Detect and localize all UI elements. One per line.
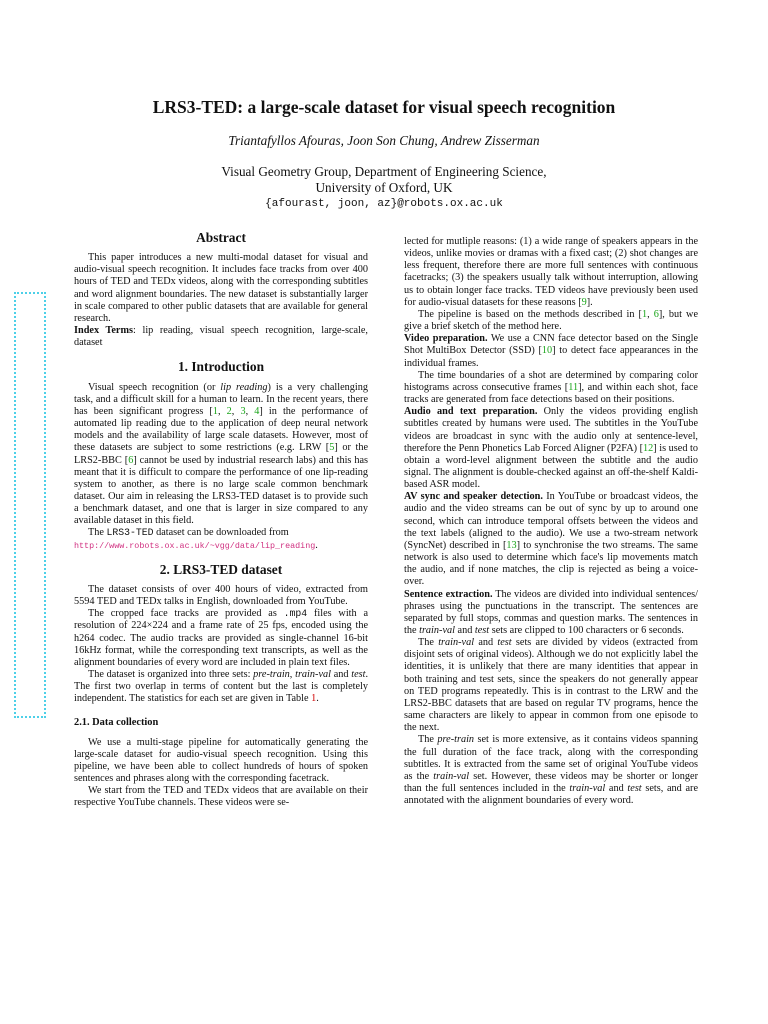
text-run: , bbox=[245, 405, 255, 417]
dataset-paragraph-3 bbox=[74, 669, 368, 705]
text-run: ]. bbox=[586, 296, 593, 308]
text-run-italic: lip reading bbox=[220, 381, 268, 393]
citation-link[interactable]: 1 bbox=[641, 308, 648, 320]
train-test-split-paragraph bbox=[404, 637, 698, 734]
index-terms-text: : lip reading, visual speech recognition, large-scale, dataset bbox=[74, 325, 368, 349]
shot-boundaries-paragraph bbox=[404, 370, 698, 406]
dataset-paragraph-2 bbox=[74, 608, 368, 669]
text-run: files with a resolution of 224×224 and a frame rate of 25 fps, encoded using the h264 codec. The audio tracks are provided as single-channel 16-bit 16kHz format, while the corresponding text transcripts, as well as the alignment boundaries of every word are included in plain text files. bbox=[74, 608, 368, 668]
text-run: and bbox=[605, 783, 628, 795]
text-run: , bbox=[217, 405, 227, 417]
abstract-text: This paper introduces a new multi-modal dataset for visual and audio-visual speech recognition. It includes face tracks from over 400 hours of TED and TEDx videos, along with the corresponding subtitles and word alignment boundaries. The new dataset is substantially larger in scale compared to other public datasets that are available for general research. bbox=[74, 252, 368, 324]
text-run-italic: test bbox=[474, 625, 490, 636]
text-run: ], and within each shot, face tracks are generated from face detections based on their positions. bbox=[404, 381, 698, 406]
text-run: . The first two overlap in terms of content but the last is completely independent. The statistics for each set are given in Table bbox=[74, 669, 369, 705]
run-in-heading: Sentence extraction. bbox=[404, 588, 493, 600]
text-run: ] or the LRS2-BBC [ bbox=[74, 442, 368, 466]
right-column bbox=[404, 236, 698, 807]
text-run-italic: test bbox=[351, 669, 366, 680]
text-run: set. However, these videos may be shorter or longer than the full sentences included in the bbox=[404, 770, 699, 795]
section-heading-dataset: 2. LRS3-TED dataset bbox=[159, 561, 283, 577]
citation-link[interactable]: 10 bbox=[541, 345, 553, 357]
text-run: ] to synchronise the two streams. The same network is also used to determine which face's lip movements match the audio, and if none matches, the clip is rejected as being a voice-over. bbox=[404, 539, 698, 588]
text-run: ] cannot be used by industrial research labs) and this has meant that it is difficult to compare the performance of one lip-reading system to another, as there is no large scale common benchmark dataset. Our aim in releasing the LRS3-TED dataset is to provide such a benchmark dataset, and one that is larger in size compared to any available dataset in this field. bbox=[74, 454, 368, 527]
text-run: The dataset is organized into three sets: bbox=[88, 669, 254, 680]
citation-link[interactable]: 5 bbox=[329, 442, 335, 454]
text-run: The time boundaries of a shot are determined by comparing color histograms across consecutive frames [ bbox=[404, 369, 698, 393]
section-heading-introduction: 1. Introduction bbox=[177, 359, 265, 375]
text-run: . bbox=[316, 693, 319, 705]
run-in-heading: AV sync and speaker detection. bbox=[404, 491, 543, 503]
affiliation-line-1: Visual Geometry Group, Department of Engineering Science, bbox=[221, 164, 547, 179]
dataset-paragraph-1: The dataset consists of over 400 hours of video, extracted from 5594 TED and TEDx talks in English, downloaded from YouTube. bbox=[74, 583, 368, 608]
text-run: and bbox=[330, 669, 352, 680]
index-terms-label: Index Terms bbox=[74, 325, 134, 337]
text-run-italic: test bbox=[497, 637, 512, 649]
run-in-heading: Audio and text preparation. bbox=[404, 406, 538, 418]
text-run: , bbox=[647, 308, 654, 320]
text-run: The bbox=[418, 637, 439, 649]
citation-link[interactable]: 13 bbox=[506, 539, 517, 551]
intro-paragraph-1 bbox=[74, 382, 368, 528]
text-run-italic: pre-train bbox=[437, 734, 475, 746]
text-run: Only the videos providing english subtitles created by humans were used. The subtitles in the YouTube videos are broadcast in sync with the audio only at sentence-level, therefore the Penn Phonetics Lab Forced Aligner (P2FA) [ bbox=[404, 406, 698, 454]
citation-link[interactable]: 3 bbox=[240, 405, 246, 417]
left-column bbox=[74, 232, 368, 810]
citation-link[interactable]: 9 bbox=[581, 296, 587, 308]
text-run-italic: train-val bbox=[433, 770, 470, 782]
text-run: Visual speech recognition (or bbox=[88, 381, 221, 393]
text-run: We use a CNN face detector based on the Single Shot MultiBox Detector (SSD) [ bbox=[404, 333, 698, 357]
av-sync-paragraph bbox=[404, 491, 698, 588]
text-run: and bbox=[474, 637, 498, 649]
sentence-extraction-paragraph bbox=[404, 589, 698, 638]
text-run-italic: train-val bbox=[569, 783, 606, 795]
collection-paragraph-2-continued bbox=[404, 236, 698, 309]
text-run: . bbox=[315, 539, 318, 551]
text-run-italic: pre-train bbox=[253, 669, 290, 680]
audio-text-preparation-paragraph bbox=[404, 406, 698, 491]
text-run: sets, and are annotated with the alignment boundaries of every word. bbox=[404, 783, 698, 807]
text-run: ] to detect face appearances in the individual frames. bbox=[404, 345, 698, 369]
text-run: The bbox=[88, 527, 107, 539]
citation-link[interactable]: 11 bbox=[568, 381, 579, 393]
text-run: dataset can be downloaded from bbox=[153, 527, 289, 539]
text-run: set is more extensive, as it contains videos spanning the full duration of the face track, along with the corresponding subtitles. It is extracted from the same set of original YouTube videos as the bbox=[404, 734, 698, 782]
text-run: ) is a very challenging task, and a difficult skill for a human to learn. In the recent years, there has been significant progress [ bbox=[74, 381, 368, 417]
dataset-url-link[interactable]: http://www.robots.ox.ac.uk/~vgg/data/lip_reading bbox=[74, 540, 316, 551]
author-list: Triantafyllos Afouras, Joon Son Chung, Andrew Zisserman bbox=[228, 133, 540, 148]
run-in-heading: Video preparation. bbox=[404, 333, 488, 345]
author-email: {afourast, joon, az}@robots.ox.ac.uk bbox=[265, 198, 503, 210]
citation-link[interactable]: 12 bbox=[643, 442, 654, 454]
pipeline-paragraph bbox=[404, 309, 698, 333]
text-run: The videos are divided into individual sentences/ phrases using the punctuations in the transcript. The sentences are separated by full stops, commas and question marks. The sentences in the bbox=[404, 588, 698, 636]
text-run: The pipeline is based on the methods described in [ bbox=[418, 308, 642, 320]
affiliation bbox=[0, 164, 768, 196]
citation-link[interactable]: 6 bbox=[653, 308, 659, 320]
text-run: ], but we give a brief sketch of the method here. bbox=[404, 308, 698, 333]
intro-paragraph-2 bbox=[74, 527, 368, 551]
text-run: The bbox=[418, 734, 438, 746]
collection-paragraph-1: We use a multi-stage pipeline for automatically generating the large-scale dataset for audio-visual speech recognition. Using this pipeline, we have been able to collect hundreds of hours of spoken sentences and phrases along with the corresponding facetrack. bbox=[74, 736, 368, 785]
video-preparation-paragraph bbox=[404, 333, 698, 369]
text-run: ] in the performance of automated lip reading due to the application of deep neural network models and the availability of large scale datasets. However, most of these datasets are subject to some restrictions (e.g. LRW [ bbox=[74, 405, 369, 454]
text-run-italic: train-val bbox=[419, 625, 455, 636]
text-run-italic: train-val bbox=[295, 669, 331, 680]
text-run: sets are clipped to 100 characters or 6 seconds. bbox=[489, 625, 684, 636]
citation-link[interactable]: 2 bbox=[226, 405, 232, 417]
abstract-heading: Abstract bbox=[196, 230, 246, 245]
file-extension-mono: .mp4 bbox=[283, 608, 308, 620]
citation-link[interactable]: 6 bbox=[128, 454, 134, 466]
text-run: , bbox=[289, 669, 296, 680]
citation-link[interactable]: 1 bbox=[212, 405, 218, 417]
text-run: lected for mutliple reasons: (1) a wide range of speakers appears in the videos, unlike movies or dramas with a fixed cast; (2) shot changes are less frequent, therefore there are more full sentences with continuous facetracks; (3) the speakers usually talk without interruption, allowing us to obtain longer face tracks. TED videos have previously been used for audio-visual datasets for these reasons [ bbox=[404, 236, 698, 308]
paper-title: LRS3-TED: a large-scale dataset for visual speech recognition bbox=[152, 97, 616, 117]
text-run: ] is used to obtain a word-level alignment between the subtitle and the audio signal. The alignment is double-checked against an off-the-shelf Kaldi-based ASR model. bbox=[404, 442, 698, 491]
text-run: , bbox=[231, 405, 241, 417]
text-run: and bbox=[454, 625, 475, 636]
table-reference-link[interactable]: 1 bbox=[311, 693, 317, 705]
text-run: sets are divided by videos (extracted from disjoint sets of original videos). Although we do not explicitly label the identities, it is unlikely that there are many identities that appear in both training and test sets, since the speakers do not generally appear on TED programs repeatedly. This is in contrast to the LRW and the LRS2-BBC datasets that are based on regular TV programs, hence the same characters are likely to appear in common from one episode to the next. bbox=[404, 637, 698, 734]
arxiv-margin-stamp bbox=[14, 292, 46, 718]
subsection-heading-data-collection: 2.1. Data collection bbox=[74, 717, 159, 729]
dataset-name-mono: LRS3-TED bbox=[106, 527, 154, 539]
pretrain-set-paragraph bbox=[404, 734, 698, 807]
text-run: In YouTube or broadcast videos, the audio and the video streams can be out of sync by up to around one second, which can introduce temporal offsets between the videos and the text labels (aligned to the audio). We use a two-stream network (SyncNet) described in [ bbox=[404, 491, 698, 551]
text-run-italic: test bbox=[627, 783, 642, 795]
index-terms bbox=[74, 325, 368, 349]
collection-paragraph-2: We start from the TED and TEDx videos that are available on their respective YouTube channels. These videos were se- bbox=[74, 785, 368, 809]
text-run-italic: train-val bbox=[438, 637, 475, 649]
affiliation-line-2: University of Oxford, UK bbox=[315, 180, 453, 195]
citation-link[interactable]: 4 bbox=[254, 405, 260, 417]
text-run: The cropped face tracks are provided as bbox=[88, 608, 284, 620]
